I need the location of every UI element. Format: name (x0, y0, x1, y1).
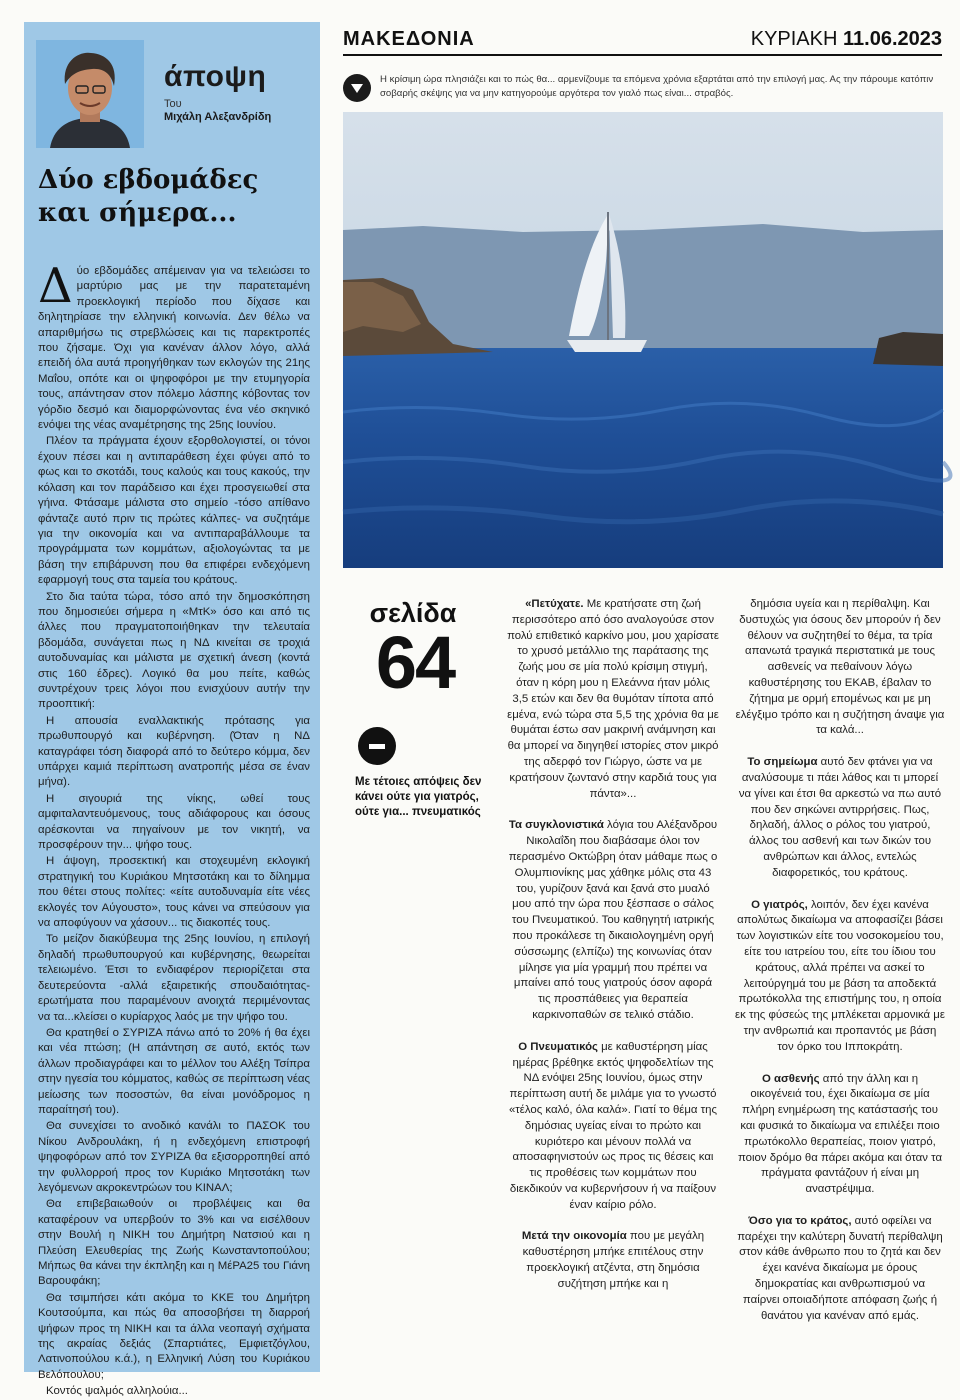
body-paragraph: Πλέον τα πράγματα έχουν εξορθολογιστεί, οι τόνοι έχουν πέσει και η αντιπαράθεση έχει φύγει από το φως και το σκοτάδι, τους καλούς και τους κακούς, την κόλαση και τον παράδεισο και έχει προσγειωθεί στα γήινα. Φτάσαμε μάλιστα στο σημείο -τόσο απίθανο φάνταζε αυτό πριν τις πρώτες κάλπες- να συζητάμε για την οικονομία και να αντιπαραβάλλουμε τα προγράμματα των κομμάτων, αξιολογώντας τα με βάση την επιβάρυνση που θα επιφέρει ενδεχόμενη εφαρμογή τους στα ταμεία του κράτους. (38, 435, 310, 587)
column-paragraph: Ο Πνευματικός με καθυστέρηση μίας ημέρας βρέθηκε εκτός ψηφοδελτίων της ΝΔ ενόψει 25ης Ιουνίου, όμως στην περίπτωση αυτή δε μιλάμε για το γνωστό «τέλος καλό, όλα καλά». Γιατί το θέμα της δημόσιας υγείας είναι το πρώτο και κυριότερο και μένουν πολλά να αποσαφηνιστούν ως προς τις θέσεις και τις προθέσεις των κομμάτων που διεκδικούν να κυβερνήσουν ή να παίξουν έναν καίριο ρόλο. (508, 1040, 718, 1211)
section-label: άποψη (164, 60, 267, 93)
body-paragraph: Η σιγουριά της νίκης, ωθεί τους αμφιταλαντευόμενους, τους αδιάφορους και όσους αρέσκονται να πηγαίνουν με τον νικητή, να προσφέρουν την... ψήφο τους. (38, 792, 310, 852)
column-paragraph: Μετά την οικονομία που με μεγάλη καθυστέρηση μπήκε επιτέλους στην προεκλογική ατζέντα, στη δημόσια συζήτηση μπήκε και η (521, 1230, 705, 1290)
feature-column-right (735, 597, 945, 1340)
body-paragraph: Θα τσιμπήσει κάτι ακόμα το ΚΚΕ του Δημήτρη Κουτσούμπα, και πώς θα αποσοβήσει τη διαρροή ψήφων προς τη ΝΙΚΗ και τα άλλα νεοπαγή σχήματα της ακραίας δεξιάς (Σπαρτιάτες, Εμφιετζόγλου, Λατινοπούλου κ.ά.), η Ελληνική Λύση του Κυριάκου Βελόπουλου; (38, 1291, 310, 1381)
sailboat-icon (343, 112, 943, 568)
issue-day: ΚΥΡΙΑΚΗ (750, 28, 838, 50)
body-paragraph: Θα κρατηθεί ο ΣΥΡΙΖΑ πάνω από το 20% ή θα έχει και νέα πτώση; (Η απάντηση σε αυτό, εκτός των άλλων προδιαγράφει και το μέλλον του Αλέξη Τσίπρα στην ηγεσία του κόμματος, καθώς σε περίπτωση νέας μείωσης των ποσοστών, θα είναι μονόδρομος η παραίτησή του). (38, 1026, 310, 1116)
body-paragraph: Θα συνεχίσει το ανοδικό κανάλι το ΠΑΣΟΚ του Νίκου Ανδρουλάκη, ή η ενδεχόμενη επιστροφή ψηφοφόρων από τον ΣΥΡΙΖΑ θα εξισορροπηθεί από την φυλλορροή προς τον Κυριάκο Μητσοτάκη των λεγόμενων ακροκεντρώων του ΚΙΝΑΛ; (38, 1120, 310, 1194)
dropcap: Δ (38, 258, 73, 314)
page-label: σελίδα (369, 598, 457, 628)
body-paragraph: Στο δια ταύτα τώρα, τόσο από την δημοσκόπηση που δημοσιεύει σήμερα η «ΜτΚ» όσο και από τις άλλες που πραγματοποιήθηκαν την τελευταία βδομάδα, συνάγεται πως η ΝΔ κινείται σε τροχιά αυτοδυναμίας και μάλιστα με σχετική άνεση (κοντά στις 160 έδρες). Λογικό θα μου πείτε, καθώς συντρέχουν τρεις λόγοι που ενισχύουν αυτήν την προοπτική: (38, 590, 310, 711)
author-avatar (36, 40, 144, 148)
page-badge (363, 598, 483, 710)
article-title-line: Δύο εβδομάδες (38, 165, 259, 195)
article-title (38, 164, 308, 230)
body-paragraph: Το μείζον διακύβευμα της 25ης Ιουνίου, η επιλογή δηλαδή πρωθυπουργού και κυβέρνησης, θεωρείται τελειωμένο. Έτσι το ενδιαφέρον περιορίζεται στα δευτερεύοντα -αλλά εξαιρετικής σπουδαιότητας- ερωτήματα που παραμένουν ανοιχτά περιμένοντας να τα...κλείσει ο κυρίαρχος λαός με την ψήφο του. (38, 933, 310, 1023)
article-title-line: και σήμερα... (38, 198, 237, 228)
byline-author: Μιχάλη Αλεξανδρίδη (164, 111, 272, 123)
newspaper-name: ΜΑΚΕΔΟΝΙΑ (343, 28, 475, 50)
column-paragraph: Όσο για το κράτος, αυτό οφείλει να παρέχει την καλύτερη δυνατή περίθαλψη στον κάθε άνθρωπο που το ζητά και δεν έχει κανένα δικαίωμα με όρους δημοκρατίας και ανθρωπισμού να παίρνει οποιαδήποτε απόφαση ζωής ή θανάτου για κανέναν από εμάς. (737, 1214, 943, 1322)
column-paragraph: «Πετύχατε. Με κρατήσατε στη ζωή περισσότερο από όσο αναλογούσε στον πολύ επιθετικό καρκίνο μου, μου χαρίσατε το χρυσό μετάλλιο της παράτασης της ζωής μου σε μία πολύ κρίσιμη στιγμή, όταν η κόρη μου η Ελεάννα ήταν μόλις 3,5 ετών και δεν θα θυμόταν τίποτα από εμένα, ενώ τώρα στα 5,5 της χρόνια θα με θυμάται έστω σαν μακρινή ανάμνηση και θα μπορεί να διηγηθεί ιστορίες στον μικρό της αδερφό τον Γιώργο, ώστε να με κρατήσουν ζωντανό στην καρδιά τους για πάντα»... (507, 598, 719, 800)
body-paragraph: Θα επιβεβαιωθούν οι προβλέψεις και θα καταφέρουν να υπερβούν το 3% και να εισέλθουν στην Βουλή η ΝΙΚΗ του Δημήτρη Νατσιού και η Πλεύση Ελευθερίας της Ζωής Κωνσταντοπούλου; Μήπως θα κάνει την έκπληξη και η ΜέΡΑ25 του Γιάνη Βαρουφάκη; (38, 1198, 310, 1288)
article-body (38, 258, 310, 1398)
column-paragraph: Τα συγκλονιστικά λόγια του Αλέξανδρου Νικολαΐδη που διαβάσαμε όλοι τον περασμένο Οκτώβρη όταν μάθαμε πως ο Ολυμπιονίκης μας χάθηκε μόλις στα 43 του, γυρίζουν ξανά και ξανά στο μυαλό μου από την ώρα που ξέσπασε ο σάλος του Πνευματικού. Του καθηγητή ιατρικής που προκάλεσε τη δικαιολογημένη οργή σύσσωμης (ελπίζω) της κοινωνίας όταν μίλησε για μία γραμμή που πρέπει να μπαίνει από τους γιατρούς όσον αφορά τις προσπάθειες για θεραπεία καρκινοπαθών σε τελικό στάδιο. (508, 819, 718, 1021)
page-number: 64 (375, 621, 455, 704)
issue-date (751, 28, 942, 51)
body-paragraph: Η απουσία εναλλακτικής πρότασης για πρωθυπουργό και κυβέρνηση. (Όταν η ΝΔ καταγράφει τόση διαφορά από το δεύτερο κόμμα, δεν υπάρχει καμιά περίπτωση ανατροπής μέσα σε έναν μήνα). (38, 714, 310, 789)
column-paragraph: Ο γιατρός, λοιπόν, δεν έχει κανένα απολύτως δικαίωμα να αποφασίζει βάσει των λογιστικών είτε του νοσοκομείου του, είτε του ιατρείου του, είτε του ίδιου του κράτους, αλλά πρέπει να ασκεί το λειτούργημά του με βάση τα αποδεκτά πρωτόκολλα της επιστήμης του, η οποία εκ της φύσεώς της μπλέκεται αρμονικά με την ανθρωπιά και προπαντός με βάση τον όρκο του Ιπποκράτη. (735, 898, 945, 1053)
feature-column-middle (507, 597, 719, 1309)
body-paragraph: Κοντός ψαλμός αλληλούια... (46, 1385, 188, 1398)
column-paragraph: Ο ασθενής από την άλλη και η οικογένειά του, έχει δικαίωμα σε μία πλήρη ενημέρωση της κατάστασής του και φυσικά το δικαίωμα να επιλέξει ποιο πρωτόκολλο θεραπείας, ποιον γιατρό, ποιον δρόμο θα πάρει ακόμα και όταν τα πράγματα φαντάζουν ή είναι μη αναστρέψιμα. (737, 1072, 943, 1196)
down-arrow-icon (343, 74, 371, 102)
issue-date-value: 11.06.2023 (843, 28, 942, 50)
verdict-caption: Με τέτοιες απόψεις δεν κάνει ούτε για γιατρός, ούτε για... πνευματικός (355, 776, 482, 818)
author-portrait-icon (36, 40, 144, 148)
body-paragraph: Η άψογη, προσεκτική και στοχευμένη εκλογική στρατηγική του Κυριάκου Μητσοτάκη και το δίλημμα που θέτει στους πολίτες: «είτε αυτοδυναμία είτε νέες εκλογές τον Αύγουστο», τους κάνει να σπεύσουν για να αποφύγουν να χάσουν... τις διακοπές τους. (38, 855, 310, 930)
body-paragraph: Δύο εβδομάδες απέμειναν για να τελειώσει το μαρτύριο μας με την παρατεταμένη προεκλογική περίοδο που δίχασε και δηλητηρίασε την ελληνική κοινωνία. Δεν θέλω να απαριθμήσω τις στρεβλώσεις και τις παρεκτροπές που ζήσαμε. Όχι για κανέναν άλλον λόγο, αλλά επειδή όλα αυτά προηγήθηκαν των εκλογών της 21ης Μαΐου, οπότε και οι ψηφοφόροι με την ετυμηγορία τους, απάντησαν στον πόλεμο λάσπης κόβοντας τον γόρδιο δεσμό και διαμορφώνοντας ένα νέο σκηνικό ενόψει της νέας αναμέτρησης της 25ης Ιουνίου. (38, 258, 310, 432)
byline-prefix: Του (164, 98, 182, 110)
column-paragraph: Το σημείωμα αυτό δεν φτάνει για να αναλύσουμε τι πάει λάθος και τι μπορεί να γίνει και έτσι θα αρκεστώ να πω αυτό που δεν σηκώνει αντιρρήσεις. Πως, δηλαδή, άλλος ο ρόλος του γιατρού, άλλος του ασθενή και των δικών του ανθρώπων και άλλος, εντελώς διαφορετικός, του κράτους. (738, 756, 942, 879)
column-paragraph: δημόσια υγεία και η περίθαλψη. Και δυστυχώς για όσους δεν μπορούν ή δεν θέλουν να συζητηθεί το θέμα, τα τρία απανωτά τραγικά περιστατικά με τους ασθενείς να πεθαίνουν λόγω καθυστέρησης του ΕΚΑΒ, έβαλαν το ζήτημα με ορμή επομένως και με μη ελέγξιμο τρόπο και η συζήτηση άναψε για τα καλά... (735, 598, 945, 737)
header-rule (343, 54, 942, 56)
minus-circle-icon (358, 727, 396, 765)
sailboat-photo (343, 112, 943, 568)
photo-lead-text: Η κρίσιμη ώρα πλησιάζει και το πώς θα... αρμενίζουμε τα επόμενα χρόνια εξαρτάται από την επιλογή μας. Ας την πάρουμε κατόπιν σοβαρής σκέψης για να μην κατηγορούμε αργότερα τον γιαλό πως είναι... στραβός. (380, 74, 934, 99)
opinion-column (24, 22, 320, 1398)
